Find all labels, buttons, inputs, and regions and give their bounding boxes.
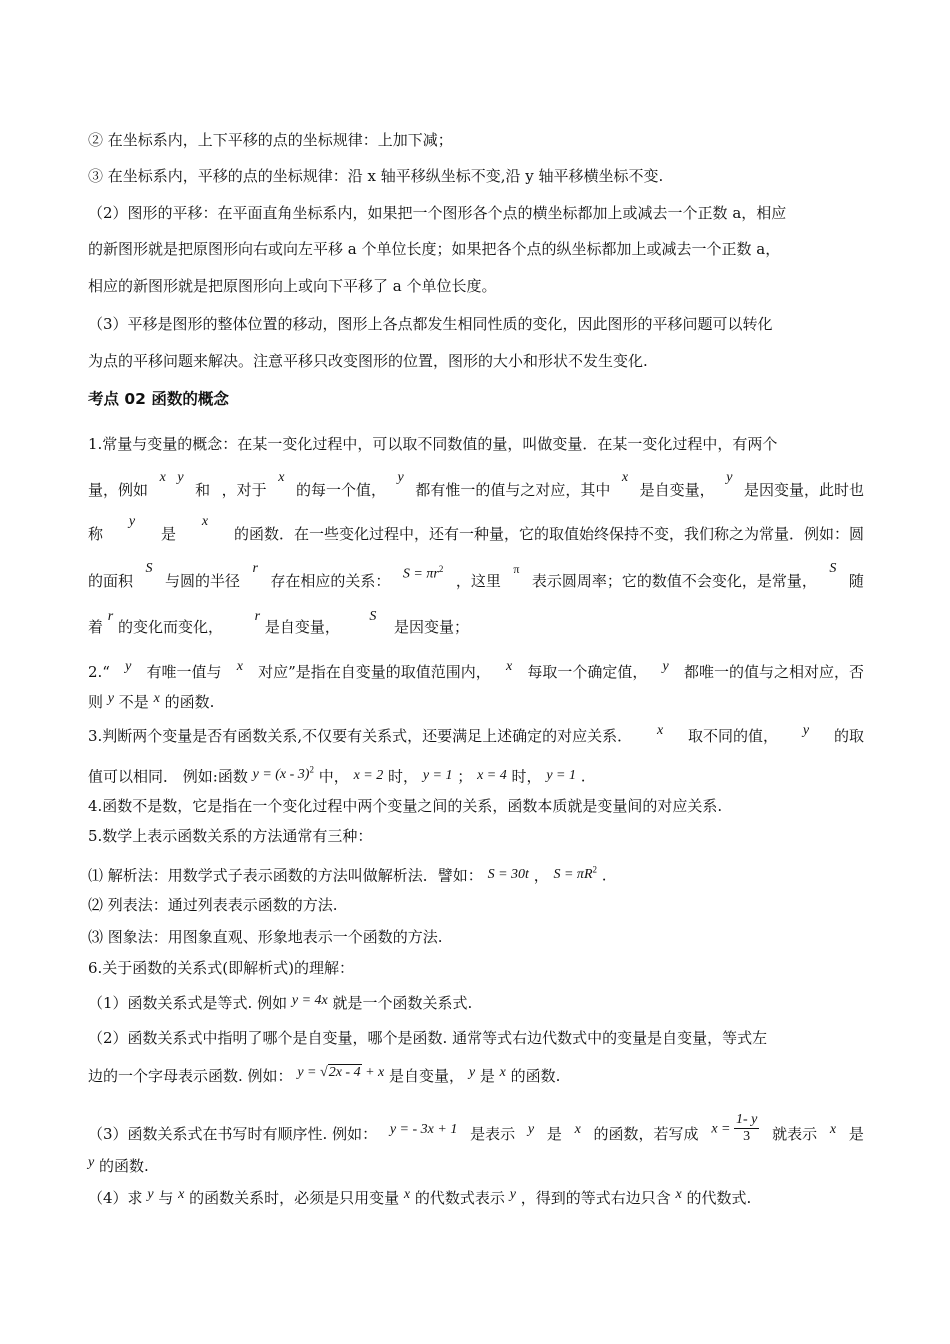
- math-var: x: [621, 470, 629, 485]
- math-var: y: [128, 514, 136, 529]
- math-var: y: [509, 1187, 516, 1202]
- text-line: 4.函数不是数，它是指在一个变化过程中两个变量之间的关系，函数本质就是变量间的对应关系.: [88, 797, 723, 815]
- text-span: 的取: [833, 727, 864, 745]
- text-span: 中，: [318, 767, 349, 786]
- fraction-numerator: 1- y: [735, 1112, 758, 1127]
- text-span: 与圆的半径: [164, 572, 240, 590]
- text-span: 时，: [388, 767, 419, 786]
- math-formula: [252, 764, 314, 782]
- text-span: 存在相应的关系：: [270, 572, 391, 590]
- math-var: x: [505, 659, 513, 674]
- text-span: 是: [160, 525, 176, 543]
- text-span: 量，例如: [88, 481, 149, 499]
- math-var: y: [107, 691, 115, 706]
- fraction-denominator: 3: [743, 1129, 751, 1144]
- text-span: 就是一个函数关系式.: [332, 994, 473, 1012]
- text-line: [88, 993, 472, 1015]
- text-span: 与: [158, 1189, 174, 1207]
- text-span: 就表示: [772, 1125, 818, 1143]
- text-line: [88, 609, 469, 639]
- text-span: 时，: [511, 767, 542, 786]
- text-line: [88, 1112, 864, 1157]
- text-line: （2）函数关系式中指明了哪个是自变量，哪个是函数. 通常等式右边代数式中的变量是自变量，等式左: [88, 1029, 768, 1047]
- formula-text: S = πR: [553, 866, 593, 882]
- text-line: 为点的平移问题来解决。注意平移只改变图形的位置，图形的大小和形状不发生变化.: [88, 352, 648, 370]
- text-line: [88, 1156, 149, 1178]
- math-var: r: [107, 609, 114, 624]
- exponent: 2: [309, 764, 314, 774]
- math-formula: y = 1: [422, 767, 453, 783]
- math-formula: y = 4x: [291, 993, 328, 1008]
- math-var: x: [159, 470, 166, 485]
- text-span: 的函数.: [510, 1067, 561, 1085]
- text-span: 是因变量；: [393, 618, 469, 636]
- text-span: 的函数，若写成: [593, 1125, 699, 1143]
- math-var: x: [178, 1187, 185, 1202]
- text-span: 都唯一的值与之相对应，否: [683, 663, 864, 681]
- text-span: 随: [848, 572, 864, 590]
- text-span: 的每一个值，: [295, 481, 386, 499]
- math-var: y: [802, 723, 810, 738]
- math-var: y: [726, 470, 733, 485]
- text-span: 的变化而变化，: [118, 618, 224, 636]
- math-formula: y = 1: [546, 767, 576, 783]
- exponent: 2: [438, 564, 444, 574]
- text-span: 2.“: [88, 663, 110, 681]
- text-span: .: [601, 866, 607, 885]
- math-var: x: [829, 1122, 837, 1137]
- text-span: 是: [848, 1125, 864, 1143]
- text-span: 的函数关系时，必须是只用变量: [189, 1189, 400, 1207]
- text-line: ② 在坐标系内，上下平移的点的坐标规律：上加下减；: [88, 131, 453, 149]
- text-span: ，: [533, 866, 549, 885]
- text-span: 3.判断两个变量是否有函数关系,不仅要有关系式，还要满足上述确定的对应关系．: [88, 727, 633, 745]
- math-var: x: [656, 723, 664, 738]
- text-span: ⑴ 解析法：用数学式子表示函数的方法叫做解析法．譬如：: [88, 866, 483, 885]
- text-span: 着: [88, 618, 104, 636]
- formula-text: S = πr: [402, 566, 439, 582]
- text-line: [88, 470, 864, 500]
- math-var: x: [403, 1187, 411, 1202]
- math-formula: [553, 864, 597, 882]
- text-span: 的代数式表示: [414, 1189, 505, 1207]
- text-span: 是自变量，: [639, 481, 715, 499]
- text-line: [88, 723, 864, 746]
- math-var: S: [829, 561, 837, 576]
- math-var: π: [513, 562, 520, 576]
- text-span: 取不同的值，: [688, 727, 779, 745]
- text-line: [88, 659, 864, 682]
- math-var: x: [499, 1065, 506, 1080]
- text-line: ③ 在坐标系内，平移的点的坐标规律：沿 x 轴平移纵坐标不变,沿 y 轴平移横坐标不变.: [88, 167, 664, 185]
- text-span: 是: [479, 1067, 495, 1085]
- text-line: 的新图形就是把原图形向右或向左平移 a 个单位长度；如果把各个点的纵坐标都加上或减去一个正数 a，: [88, 240, 781, 258]
- text-line: （3）平移是图形的整体位置的移动，图形上各点都发生相同性质的变化，因此图形的平移问题可以转化: [88, 315, 773, 333]
- text-span: 对应”是指在自变量的取值范围内，: [258, 663, 491, 681]
- text-span: 不是: [118, 693, 149, 711]
- math-var: y: [527, 1122, 535, 1137]
- fraction: [734, 1112, 759, 1145]
- math-var: S: [145, 561, 153, 576]
- radicand: 2x - 4: [328, 1065, 361, 1080]
- text-line: [88, 1188, 751, 1210]
- math-var: y: [468, 1065, 476, 1080]
- formula-text: x =: [711, 1121, 734, 1137]
- text-span: 都有惟一的值与之对应，其中: [415, 481, 611, 499]
- math-var: x: [201, 514, 209, 529]
- math-formula: x = 4: [477, 767, 507, 783]
- text-line: ⑶ 图象法：用图象直观、形象地表示一个函数的方法.: [88, 928, 443, 946]
- math-formula: y = √2x - 4 + x: [297, 1065, 385, 1080]
- math-var: y: [88, 1155, 95, 1170]
- text-span: 边的一个字母表示函数. 例如：: [88, 1067, 293, 1085]
- math-formula: [403, 559, 443, 585]
- math-var: y: [125, 659, 132, 674]
- math-var: y: [177, 470, 184, 485]
- text-span: 是自变量，: [389, 1067, 465, 1085]
- text-span: 的函数.: [164, 693, 215, 711]
- math-var: r: [254, 609, 261, 624]
- text-span: （1）函数关系式是等式. 例如: [88, 994, 288, 1012]
- text-span: 每取一个确定值，: [527, 663, 648, 681]
- text-span: .: [580, 767, 586, 786]
- text-line: 6.关于函数的关系式(即解析式)的理解：: [88, 959, 355, 977]
- formula-text: + x: [361, 1065, 385, 1080]
- text-line: ⑵ 列表法：通过列表表示函数的方法.: [88, 896, 338, 914]
- text-span: 和: [195, 481, 211, 499]
- text-span: ；: [457, 767, 473, 786]
- text-span: （3）函数关系式在书写时有顺序性. 例如：: [88, 1125, 378, 1143]
- text-span: 的代数式.: [686, 1189, 752, 1207]
- math-var: x: [153, 691, 160, 706]
- text-line: 1.常量与变量的概念：在某一变化过程中，可以取不同数值的量，叫做变量．在某一变化过程中，有两个: [88, 435, 778, 453]
- math-var: y: [147, 1187, 154, 1202]
- text-line: 5.数学上表示函数关系的方法通常有三种：: [88, 827, 373, 845]
- text-span: 值可以相同． 例如:函数: [88, 767, 248, 786]
- formula-text: y =: [297, 1065, 320, 1080]
- math-formula: x = 2: [353, 767, 384, 783]
- text-span: 是: [546, 1125, 562, 1143]
- math-var: S: [369, 609, 377, 624]
- math-var: y: [397, 470, 404, 485]
- text-span: 的函数.: [99, 1157, 149, 1175]
- text-span: ，这里: [455, 572, 501, 590]
- math-formula: S = 30t: [487, 866, 529, 882]
- text-line: [88, 862, 607, 888]
- formula-text: y = (x - 3): [252, 766, 310, 782]
- text-line: （2）图形的平移：在平面直角坐标系内，如果把一个图形各个点的横坐标都加上或减去一个正数 a，相应: [88, 204, 787, 222]
- text-span: 的面积: [88, 572, 134, 590]
- text-span: （4）求: [88, 1189, 143, 1207]
- text-line: [88, 692, 214, 714]
- text-span: ，对于: [221, 481, 267, 499]
- math-var: y: [662, 659, 669, 674]
- math-fraction: [711, 1112, 759, 1145]
- text-span: 是因变量，此时也: [743, 481, 864, 499]
- text-line: [88, 1066, 560, 1088]
- text-span: 是表示: [470, 1125, 516, 1143]
- text-line: 相应的新图形就是把原图形向上或向下平移了 a 个单位长度。: [88, 277, 497, 295]
- math-var: x: [236, 659, 243, 674]
- exponent: 2: [592, 864, 597, 874]
- math-var: r: [252, 561, 258, 576]
- section-heading: 考点 02 函数的概念: [88, 390, 229, 408]
- text-span: 有唯一值与: [146, 663, 222, 681]
- text-span: 则: [88, 693, 104, 711]
- text-line: [88, 763, 586, 789]
- text-span: 的函数．在一些变化过程中，还有一种量，它的取值始终保持不变，我们称之为常量．例如：圆: [233, 525, 864, 543]
- text-line: [88, 561, 864, 597]
- math-var: x: [278, 470, 285, 485]
- text-span: 表示圆周率；它的数值不会变化，是常量，: [531, 572, 817, 590]
- text-span: ，得到的等式右边只含: [520, 1189, 671, 1207]
- math-var: x: [675, 1187, 682, 1202]
- math-formula: y = - 3x + 1: [389, 1122, 458, 1137]
- math-var: x: [574, 1122, 581, 1137]
- text-span: 称: [88, 525, 104, 543]
- text-line: [88, 514, 864, 544]
- text-span: 是自变量，: [264, 618, 340, 636]
